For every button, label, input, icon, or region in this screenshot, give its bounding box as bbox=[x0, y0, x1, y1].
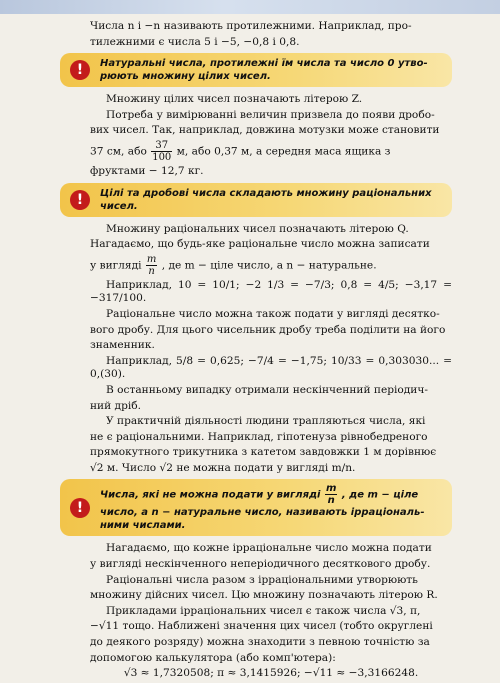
definition-callout-irrationals bbox=[60, 479, 452, 536]
text-span: 37 см, або bbox=[90, 145, 147, 158]
example-line: √3 ≈ 1,7320508; π ≈ 3,1415926; −√11 ≈ −3,3166248. bbox=[123, 667, 419, 680]
text-line: −√11 тощо. Наближені значення цих чисел (тобто округлені bbox=[90, 620, 433, 633]
text-line: вого дробу. Для цього чисельник дробу треба поділити на його bbox=[90, 323, 446, 336]
text-line: знаменник. bbox=[90, 339, 155, 352]
callout-line bbox=[100, 483, 444, 506]
text-line: √2 м. Число √2 не можна подати у вигляді m/n. bbox=[90, 461, 356, 474]
callout-line: рюють множину цілих чисел. bbox=[100, 71, 271, 83]
text-line: до деякого розряду) можна знаходити з певною точністю за bbox=[90, 636, 430, 649]
callout-line: Цілі та дробові числа складають множину раціональних bbox=[100, 187, 432, 199]
text-span: , де m − ціле число, a n − натуральне. bbox=[161, 259, 377, 272]
callout-line: число, а n − натуральне число, називають ірраціональ- bbox=[100, 507, 425, 519]
fraction bbox=[146, 254, 157, 277]
text-line: Раціональне число можна також подати у вигляді десятко- bbox=[106, 307, 440, 320]
exclamation-icon: ! bbox=[70, 60, 90, 80]
fraction-denominator: n bbox=[146, 265, 157, 277]
text-line: Потреба у вимірюванні величин призвела до появи дробо- bbox=[106, 108, 435, 121]
text-line: ний дріб. bbox=[90, 399, 141, 412]
definition-callout-rationals bbox=[60, 183, 452, 217]
callout-line: Натуральні числа, протилежні їм числа та число 0 утво- bbox=[100, 58, 428, 70]
page-header-band bbox=[0, 0, 500, 14]
example-line: Наприклад, 5/8 = 0,625; −7/4 = −1,75; 10/33 = 0,303030... = 0,(30). bbox=[90, 354, 452, 381]
text-line: Множину цілих чисел позначають літерою Z. bbox=[106, 93, 363, 106]
text-line: не є раціональними. Наприклад, гіпотенуза рівнобедреного bbox=[90, 430, 428, 443]
example-line: Наприклад, 10 = 10/1; −2 1/3 = −7/3; 0,8 = 4/5; −3,17 = −317/100. bbox=[90, 278, 452, 305]
text-line: допомогою калькулятора (або комп'ютера): bbox=[90, 651, 336, 664]
text-line: вих чисел. Так, наприклад, довжина мотузки може становити bbox=[90, 124, 440, 137]
exclamation-icon: ! bbox=[70, 190, 90, 210]
text-line-with-fraction bbox=[90, 254, 452, 277]
callout-text: , де m − ціле bbox=[341, 489, 419, 501]
text-line: фруктами − 12,7 кг. bbox=[90, 164, 204, 177]
fraction-denominator: 100 bbox=[152, 151, 172, 163]
text-span: м, або 0,37 м, а середня маса ящика з bbox=[176, 145, 391, 158]
text-line: тилежними є числа 5 і −5, −0,8 і 0,8. bbox=[90, 35, 300, 48]
callout-line: ними числами. bbox=[100, 520, 186, 532]
callout-line: чисел. bbox=[100, 200, 138, 212]
text-line: В останньому випадку отримали нескінченний періодич- bbox=[106, 383, 428, 396]
fraction-numerator: m bbox=[325, 483, 337, 495]
text-line: У практичній діяльності людини трапляються числа, які bbox=[106, 415, 426, 428]
text-line: множину дійсних чисел. Цю множину позначають літерою R. bbox=[90, 589, 438, 602]
definition-callout-integers bbox=[60, 53, 452, 87]
fraction-denominator: n bbox=[325, 494, 337, 506]
text-line: Нагадаємо, що будь-яке раціональне число можна записати bbox=[90, 238, 430, 251]
callout-text: Числа, які не можна подати у вигляді bbox=[100, 489, 321, 501]
text-line: Числа n і −n називають протилежними. Наприклад, про- bbox=[90, 20, 412, 32]
text-line: Прикладами ірраціональних чисел є також числа √3, π, bbox=[106, 604, 421, 617]
exclamation-icon: ! bbox=[70, 498, 90, 518]
text-line-with-fraction bbox=[90, 140, 452, 163]
text-line: Раціональні числа разом з ірраціональними утворюють bbox=[106, 573, 418, 586]
fraction bbox=[325, 483, 337, 506]
fraction bbox=[151, 140, 172, 163]
text-line: у вигляді нескінченного неперіодичного десяткового дробу. bbox=[90, 558, 431, 571]
fraction-numerator: 37 bbox=[155, 139, 169, 151]
text-line: прямокутного трикутника з катетом завдовжки 1 м дорівнює bbox=[90, 446, 437, 459]
fraction-numerator: m bbox=[146, 253, 157, 265]
text-line: Множину раціональних чисел позначають літерою Q. bbox=[106, 222, 409, 235]
text-span: у вигляді bbox=[90, 259, 142, 272]
textbook-page bbox=[76, 20, 452, 683]
text-line: Нагадаємо, що кожне ірраціональне число можна подати bbox=[106, 542, 432, 555]
